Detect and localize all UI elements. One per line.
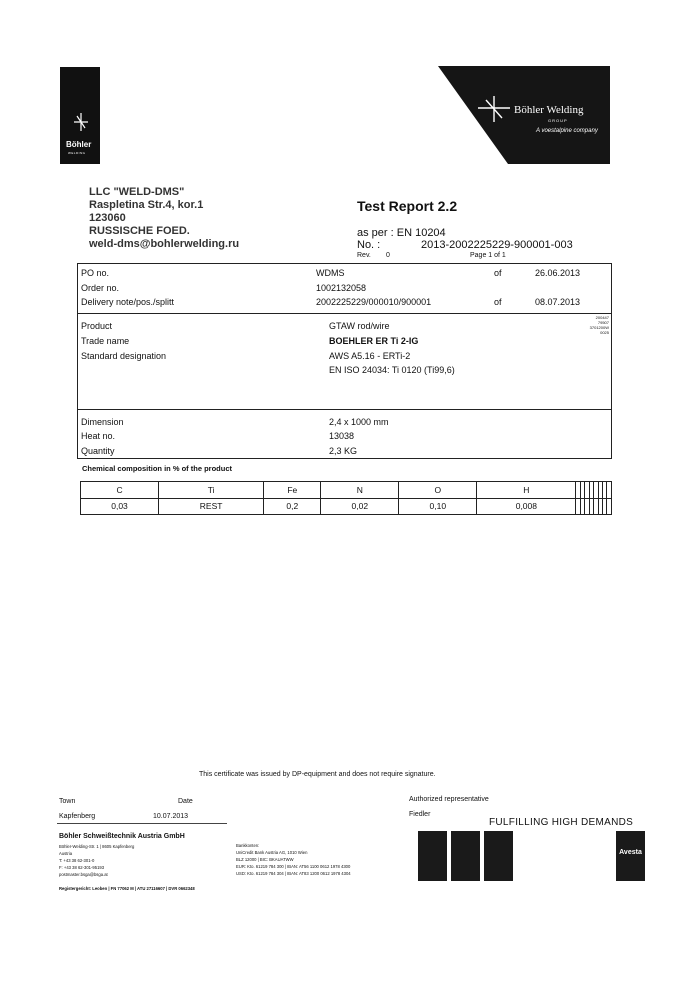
chem-header: Fe <box>264 482 321 499</box>
as-per: as per : EN 10204 <box>357 227 446 239</box>
company-name: Böhler Schweißtechnik Austria GmbH <box>59 833 185 840</box>
order-value: 1002132058 <box>316 283 367 293</box>
address-line: LLC "WELD-DMS" <box>89 186 185 198</box>
product-code: 200447 <box>595 315 609 320</box>
bank-details <box>236 842 351 877</box>
chem-value: REST <box>159 498 264 515</box>
contact-line: T: +43 38 62-301-0 <box>59 858 95 863</box>
bohler-arrow-icon <box>72 111 90 133</box>
divider <box>77 409 612 410</box>
bank-line: BLZ 12000 | BIC: BKAUATWW <box>236 857 294 862</box>
bank-line: UniCredit Bank Austria AG, 1010 Wien <box>236 850 308 855</box>
authorized-label: Authorized representative <box>409 796 489 803</box>
recipient-address <box>89 186 239 251</box>
town-label: Town <box>59 798 76 805</box>
delivery-date: 08.07.2013 <box>535 297 581 307</box>
table-row <box>81 482 612 499</box>
divider <box>77 313 612 314</box>
company-contact <box>59 843 134 878</box>
brand-tile-avesta: Avesta <box>616 831 645 881</box>
bohler-welding-logo <box>438 66 610 164</box>
authorized-value: Fiedler <box>409 811 431 818</box>
po-date: 26.06.2013 <box>535 268 581 278</box>
order-label: Order no. <box>81 283 120 293</box>
delivery-of: of <box>494 297 502 307</box>
chem-empty <box>607 498 612 515</box>
chem-header: C <box>81 482 159 499</box>
po-label: PO no. <box>81 268 110 278</box>
slogan: FULFILLING HIGH DEMANDS <box>489 817 634 828</box>
chem-value: 0,02 <box>321 498 399 515</box>
logo-right-group: GROUP <box>548 118 568 123</box>
rev-value: 0 <box>386 252 390 259</box>
chem-value: 0,2 <box>264 498 321 515</box>
brand-tile-2 <box>451 831 480 881</box>
contact-email: postmaster.bsga@bsga.at <box>59 872 108 877</box>
delivery-label: Delivery note/pos./splitt <box>81 297 175 307</box>
standard-label: Standard designation <box>81 351 167 361</box>
product-code: 3701200W <box>589 325 609 330</box>
brand-tile-bohler <box>418 831 447 881</box>
chem-value: 0,03 <box>81 498 159 515</box>
chem-header: O <box>399 482 477 499</box>
report-no-label: No. : <box>357 239 381 251</box>
brand-tile-4 <box>517 831 546 881</box>
brand-tile-6 <box>583 831 612 881</box>
heat-value: 13038 <box>329 431 355 441</box>
logo-left-sub: WELDING <box>68 151 86 155</box>
signature-line <box>57 823 227 824</box>
quantity-value: 2,3 KG <box>329 446 358 456</box>
brand-tile-3 <box>484 831 513 881</box>
table-row <box>81 498 612 515</box>
po-value: WDMS <box>316 268 345 278</box>
address-email: weld-dms@bohlerwelding.ru <box>89 238 240 250</box>
product-value: GTAW rod/wire <box>329 321 390 331</box>
contact-line: F: +43 38 62-301-95193 <box>59 865 105 870</box>
address-line: 123060 <box>89 212 126 224</box>
po-of: of <box>494 268 502 278</box>
address-line: RUSSISCHE FOED. <box>89 225 190 237</box>
chemical-title: Chemical composition in % of the product <box>82 464 233 473</box>
logo-right-sub: A voestalpine company <box>536 128 598 134</box>
trade-name-label: Trade name <box>81 336 130 346</box>
standard-value-aws: AWS A5.16 - ERTi-2 <box>329 351 411 361</box>
address-line: Raspletina Str.4, kor.1 <box>89 199 204 211</box>
chem-value: 0,10 <box>399 498 477 515</box>
contact-line: Austria <box>59 851 73 856</box>
product-code: 0025 <box>600 330 609 335</box>
report-no-value: 2013-2002225229-900001-003 <box>421 239 573 251</box>
page-indicator: Page 1 of 1 <box>470 252 506 259</box>
chemical-table <box>80 481 612 515</box>
bank-line: USD: Kto. 61219 784 304 | IBAN: AT83 1200 0612 1978 4304 <box>236 871 351 876</box>
date-label: Date <box>178 798 193 805</box>
dimension-label: Dimension <box>81 417 124 427</box>
register-info: Registergericht: Leoben | FN 77062 M | ATU 27116607 | DVR 0662348 <box>59 886 195 891</box>
product-code: 79507 <box>597 320 609 325</box>
chem-empty <box>607 482 612 499</box>
contact-line: Böhler-Welding-Str. 1 | 8605 Kapfenberg <box>59 844 135 849</box>
chem-value: 0,008 <box>477 498 576 515</box>
product-label: Product <box>81 321 113 331</box>
brand-tile-5 <box>550 831 579 881</box>
report-title: Test Report 2.2 <box>357 198 458 214</box>
chem-header: Ti <box>159 482 264 499</box>
standard-value-en: EN ISO 24034: Ti 0120 (Ti99,6) <box>329 365 455 375</box>
product-codes <box>583 315 609 335</box>
chem-header: N <box>321 482 399 499</box>
date-value: 10.07.2013 <box>153 813 189 820</box>
logo-left-text: Böhler <box>66 140 92 149</box>
quantity-label: Quantity <box>81 446 115 456</box>
rev-label: Rev. <box>357 252 371 259</box>
delivery-value: 2002225229/000010/900001 <box>316 297 432 307</box>
heat-label: Heat no. <box>81 431 116 441</box>
dimension-value: 2,4 x 1000 mm <box>329 417 389 427</box>
bank-line: EUR: Kto. 61219 784 300 | IBAN: AT56 1100 0612 1978 4300 <box>236 864 351 869</box>
logo-right-text: Böhler Welding <box>514 104 584 116</box>
town-value: Kapfenberg <box>59 813 96 820</box>
trade-name-value: BOEHLER ER Ti 2-IG <box>329 336 419 346</box>
chem-header: H <box>477 482 576 499</box>
certificate-note: This certificate was issued by DP-equipment and does not require signature. <box>199 771 436 778</box>
bohler-logo-left <box>60 67 100 164</box>
bank-title: Bankkonten: <box>236 843 260 848</box>
